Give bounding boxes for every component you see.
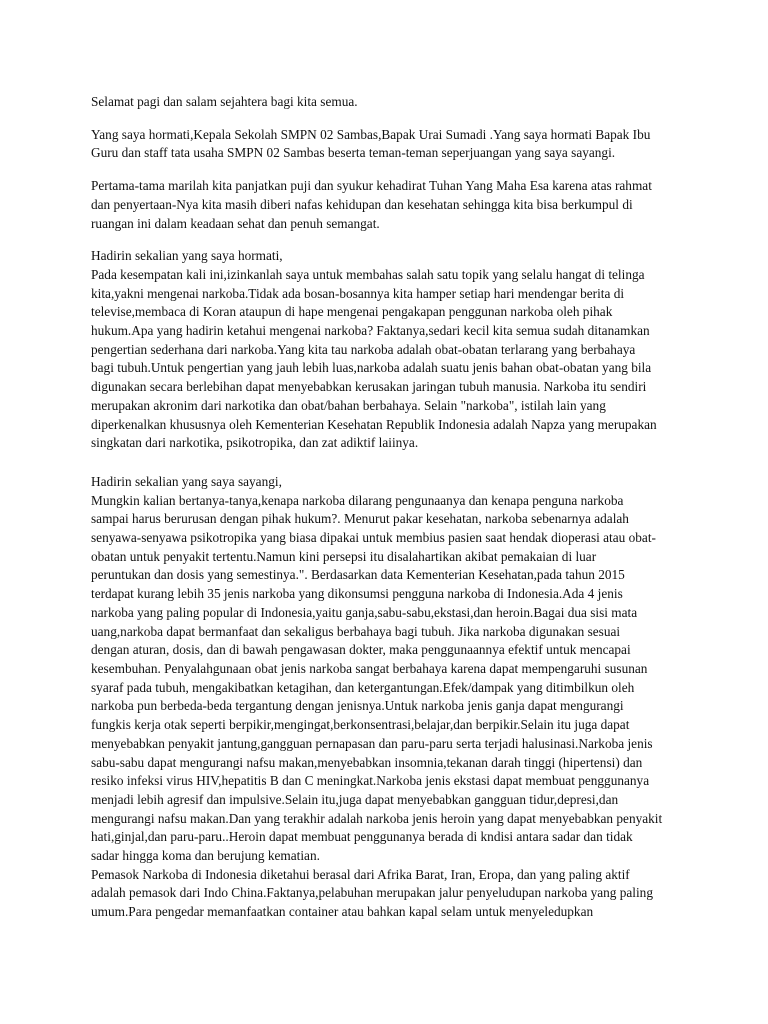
text-line: Selamat pagi dan salam sejahtera bagi kita semua. (91, 94, 358, 109)
text-line: Guru dan staff tata usaha SMPN 02 Sambas beserta teman-teman seperjuangan yang saya sayangi. (91, 145, 616, 161)
text-line: Pertama-tama marilah kita panjatkan puji dan syukur kehadirat Tuhan Yang Maha Esa karena atas rahmat (91, 178, 652, 194)
text-line: singkatan dari narkotika, psikotropika, dan zat adiktif laiinya. (91, 435, 419, 451)
text-line: Pada kesempatan kali ini,izinkanlah saya untuk membahas salah satu topik yang selalu hangat di telinga (91, 266, 645, 282)
text-line: terdapat kurang lebih 35 jenis narkoba yang dikonsumsi pengguna narkoba di Indonesia.Ada 4 jenis (91, 586, 623, 602)
text-line: menyebabkan penyakit jantung,gangguan pernapasan dan paru-paru serta terjadi halusinasi.Narkoba jenis (91, 735, 653, 751)
text-line: mengurangi nafsu makan.Dan yang terakhir adalah narkoba jenis heroin yang dapat menyebabkan penyakit (91, 810, 663, 826)
text-line: sampai harus berurusan dengan pihak hukum?. Menurut pakar kesehatan, narkoba sebenarnya adalah (91, 511, 629, 527)
text-line: hati,ginjal,dan paru-paru..Heroin dapat membuat penggunanya berada di kndisi antara sadar dan tidak (91, 829, 633, 845)
text-line: diperkenalkan khususnya oleh Kementerian Kesehatan Republik Indonesia adalah Napza yang merupakan (91, 416, 657, 432)
text-line: obatan untuk penyakit tertentu.Namun kini persepsi itu disalahartikan akibat pemakaian di luar (91, 548, 597, 564)
text-line: narkoba pun berbeda-beda tergantung dengan jenisnya.Untuk narkoba jenis ganja dapat mengurangi (91, 698, 624, 714)
paragraph-definition (91, 247, 691, 453)
text-line: peruntukan dan dosis yang semestinya.". Berdasarkan data Kementerian Kesehatan,pada tahun 2015 (91, 567, 625, 583)
text-line: televise,membaca di Koran ataupun di hape mengenai pengakapan penggunan narkoba oleh pihak (91, 304, 613, 320)
paragraph-respect (91, 126, 691, 163)
text-line: sabu-sabu dapat mengurangi nafsu makan,menyebabkan insomnia,tekanan darah tinggi (hipertensi) dan (91, 754, 643, 770)
text-line: digunakan secara berlebihan dapat menyebabkan kerusakan jaringan tubuh manusia. Narkoba itu sendiri (91, 379, 647, 395)
text-line: Yang saya hormati,Kepala Sekolah SMPN 02 Sambas,Bapak Urai Sumadi .Yang saya hormati Bapak Ibu (91, 126, 651, 142)
text-line: adalah pemasok dari Indo China.Faktanya,pelabuhan merupakan jalur penyeludupan narkoba yang paling (91, 885, 653, 901)
text-line: Hadirin sekalian yang saya sayangi, (91, 473, 282, 489)
text-line: Hadirin sekalian yang saya hormati, (91, 248, 283, 264)
text-line: fungkis kerja otak seperti berpikir,mengingat,berkonsentrasi,belajar,dan berpikir.Selain itu juga dapat (91, 717, 630, 733)
text-line: bagi tubuh.Untuk pengertian yang jauh lebih luas,narkoba adalah suatu jenis bahan obat-obatan yang bila (91, 360, 652, 376)
text-line: syaraf pada tubuh, mengakibatkan ketagihan, dan ketergantungan.Efek/dampak yang ditimbilkun oleh (91, 679, 635, 695)
text-line: senyawa-senyawa psikotropika yang biasa dipakai untuk membius pasien saat hendak dioperasi atau obat- (91, 530, 656, 546)
text-line: ruangan ini dalam keadaan sehat dan penuh semangat. (91, 215, 380, 231)
text-line: dan penyertaan-Nya kita masih diberi nafas kehidupan dan kesehatan sehingga kita bisa berkumpul di (91, 196, 633, 212)
text-line: Mungkin kalian bertanya-tanya,kenapa narkoba dilarang pengunaanya dan kenapa penguna narkoba (91, 492, 624, 508)
text-line: hukum.Apa yang hadirin ketahui mengenai narkoba? Faktanya,sedari kecil kita semua sudah ditanamkan (91, 323, 650, 339)
text-line: merupakan akronim dari narkotika dan obat/bahan berbahaya. Selain "narkoba", istilah lain yang (91, 397, 606, 413)
paragraph-greeting (91, 93, 691, 112)
text-line: kita,yakni mengenai narkoba.Tidak ada bosan-bosannya kita hamper setiap hari mendengar berita di (91, 285, 625, 301)
text-line: Pemasok Narkoba di Indonesia diketahui berasal dari Afrika Barat, Iran, Eropa, dan yang paling aktif (91, 866, 630, 882)
text-line: menjadi lebih agresif dan impulsive.Selain itu,juga dapat menyebabkan gangguan tidur,depresi,dan (91, 791, 619, 807)
text-line: uang,narkoba dapat bermanfaat dan sekaligus berbahaya bagi tubuh. Jika narkoba digunakan sesuai (91, 623, 621, 639)
text-line: umum.Para pengedar memanfaatkan container atau bahkan kapal selam untuk menyeledupkan (91, 904, 594, 920)
text-line: dengan aturan, dosis, dan di bawah pengawasan dokter, maka penggunaannya efektif untuk mencapai (91, 642, 631, 658)
text-line: sadar hingga koma dan berujung kematian. (91, 848, 320, 864)
paragraph-effects (91, 473, 691, 922)
document-page (91, 93, 691, 936)
text-line: narkoba yang paling popular di Indonesia,yaitu ganja,sabu-sabu,ekstasi,dan heroin.Bagai dua sisi mata (91, 604, 638, 620)
text-line: pengertian sederhana dari narkoba.Yang kita tau narkoba adalah obat-obatan terlarang yang berbahaya (91, 341, 636, 357)
text-line: kesembuhan. Penyalahgunaan obat jenis narkoba sangat berbahaya karena dapat mempengaruhi susunan (91, 660, 648, 676)
text-line: resiko infeksi virus HIV,hepatitis B dan C meningkat.Narkoba jenis ekstasi dapat membuat penggunanya (91, 773, 650, 789)
paragraph-gratitude (91, 177, 691, 233)
